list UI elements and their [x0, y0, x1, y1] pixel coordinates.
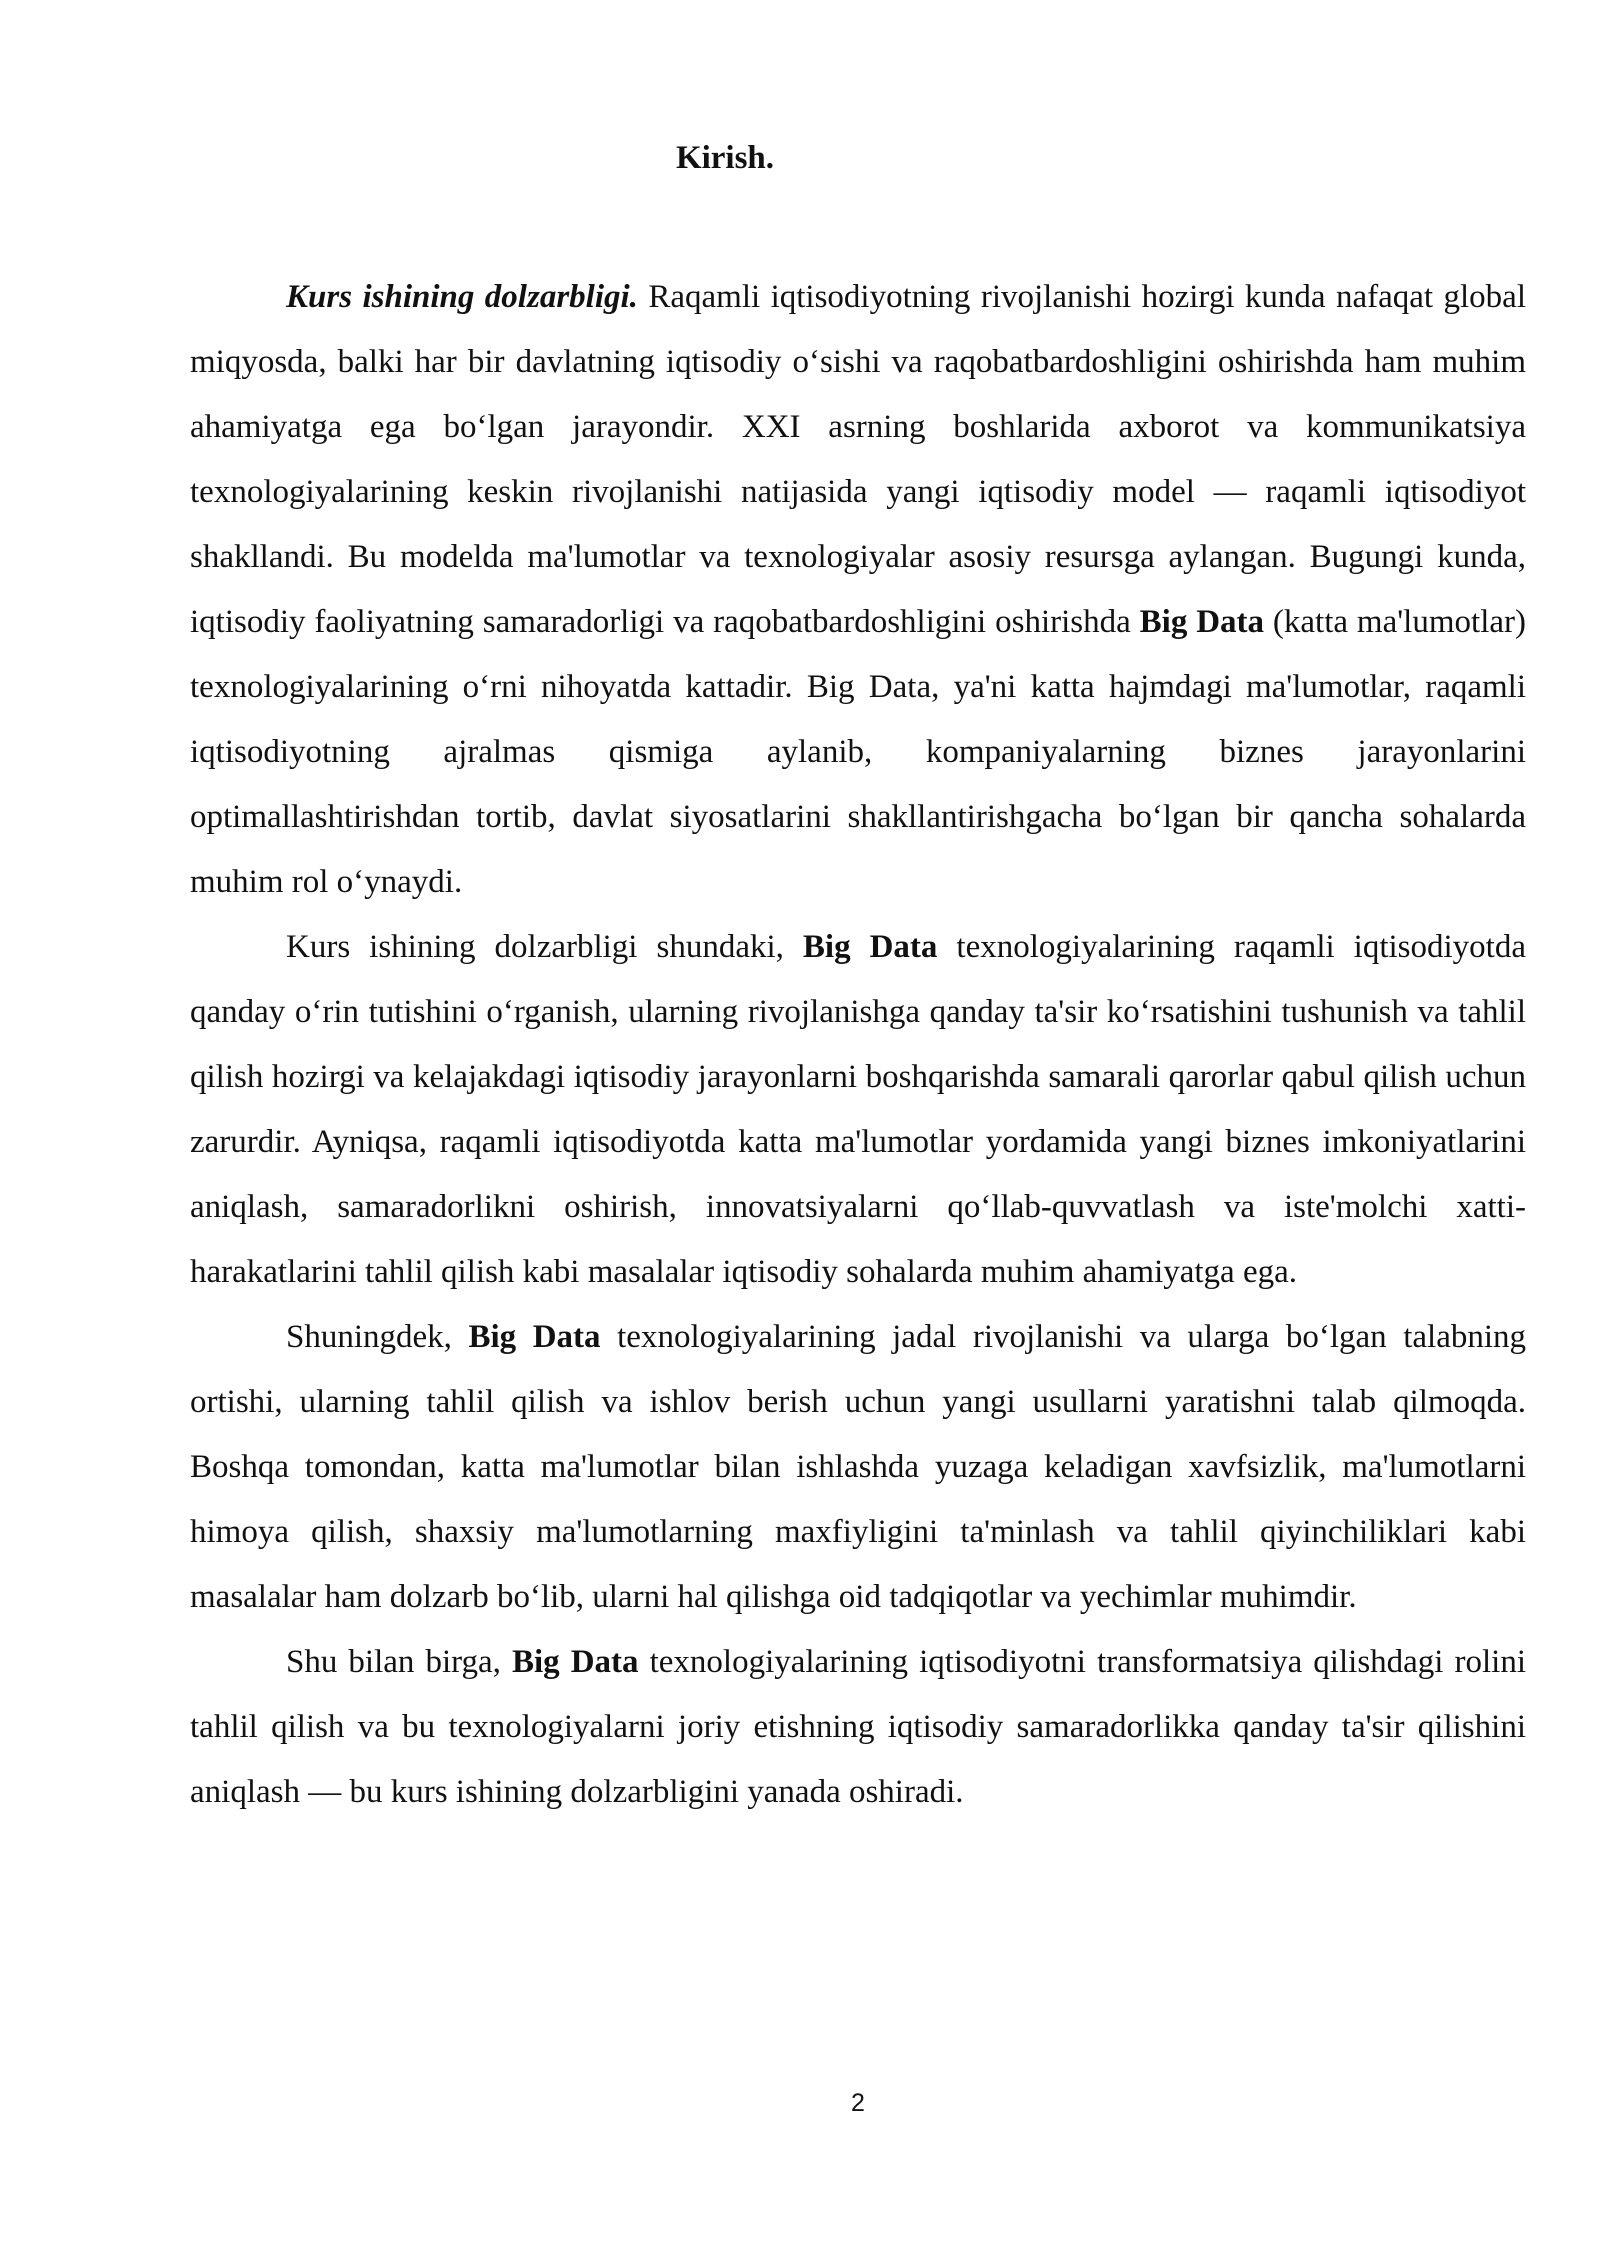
- paragraph-text: Shuningdek,: [286, 1319, 469, 1355]
- paragraph-lead: Kurs ishining dolzarbligi.: [286, 279, 638, 315]
- term-big-data: Big Data: [468, 1319, 601, 1355]
- body-text: [190, 265, 1526, 1825]
- term-big-data: Big Data: [802, 929, 938, 965]
- term-big-data: Big Data: [1139, 604, 1265, 640]
- paragraph-4: [190, 1630, 1526, 1825]
- paragraph-text: Raqamli iqtisodiyotning rivojlanishi hozirgi kunda nafaqat global miqyosda, balki har bir davlatning iqtisodiy o‘sishi va raqobatbardoshligini oshirishda ham muhim ahamiyatga ega bo‘lgan jarayondir. XXI asrning boshlarida axborot va kommunikatsiya texnologiyalarining keskin rivojlanishi natijasida yangi iqtisodiy model — raqamli iqtisodiyot shakllandi. Bu modelda ma'lumotlar va texnologiyalar asosiy resursga aylangan. Bugungi kunda, iqtisodiy faoliyatning samaradorligi va raqobatbardoshligini oshirishda: [190, 279, 1526, 640]
- paragraph-text: texnologiyalarining iqtisodiyotni transformatsiya qilishdagi rolini tahlil qilish va bu texnologiyalarni joriy etishning iqtisodiy samaradorlikka qanday ta'sir qilishini aniqlash — bu kurs ishining dolzarbligini yanada oshiradi.: [190, 1644, 1527, 1810]
- paragraph-text: (katta ma'lumotlar) texnologiyalarining o‘rni nihoyatda kattadir. Big Data, ya'ni katta hajmdagi ma'lumotlar, raqamli iqtisodiyotning ajralmas qismiga aylanib, kompaniyalarning biznes jarayonlarini optimallashtirishdan tortib, davlat siyosatlarini shakllantirishgacha bo‘lgan bir qancha sohalarda muhim rol o‘ynaydi.: [190, 604, 1526, 900]
- paragraph-3: [190, 1305, 1526, 1630]
- page-title: Kirish.: [675, 140, 775, 176]
- paragraph-2: [190, 915, 1526, 1305]
- paragraph-text: Kurs ishining dolzarbligi shundaki,: [286, 929, 803, 965]
- paragraph-text: Shu bilan birga,: [286, 1644, 512, 1680]
- page-number: 2: [851, 2089, 865, 2117]
- paragraph-text: texnologiyalarining raqamli iqtisodiyotda qanday o‘rin tutishini o‘rganish, ularning rivojlanishga qanday ta'sir ko‘rsatishini tushunish va tahlil qilish hozirgi va kelajakdagi iqtisodiy jarayonlarni boshqarishda samarali qarorlar qabul qilish uchun zarurdir. Ayniqsa, raqamli iqtisodiyotda katta ma'lumotlar yordamida yangi biznes imkoniyatlarini aniqlash, samaradorlikni oshirish, innovatsiyalarni qo‘llab-quvvatlash va iste'molchi xatti-harakatlarini tahlil qilish kabi masalalar iqtisodiy sohalarda muhim ahamiyatga ega.: [190, 929, 1527, 1290]
- paragraph-text: texnologiyalarining jadal rivojlanishi va ularga bo‘lgan talabning ortishi, ularning tahlil qilish va ishlov berish uchun yangi usullarni yaratishni talab qilmoqda. Boshqa tomondan, katta ma'lumotlar bilan ishlashda yuzaga keladigan xavfsizlik, ma'lumotlarni himoya qilish, shaxsiy ma'lumotlarning maxfiyligini ta'minlash va tahlil qiyinchiliklari kabi masalalar ham dolzarb bo‘lib, ularni hal qilishga oid tadqiqotlar va yechimlar muhimdir.: [190, 1319, 1527, 1615]
- paragraph-1: [190, 265, 1526, 915]
- term-big-data: Big Data: [511, 1644, 639, 1680]
